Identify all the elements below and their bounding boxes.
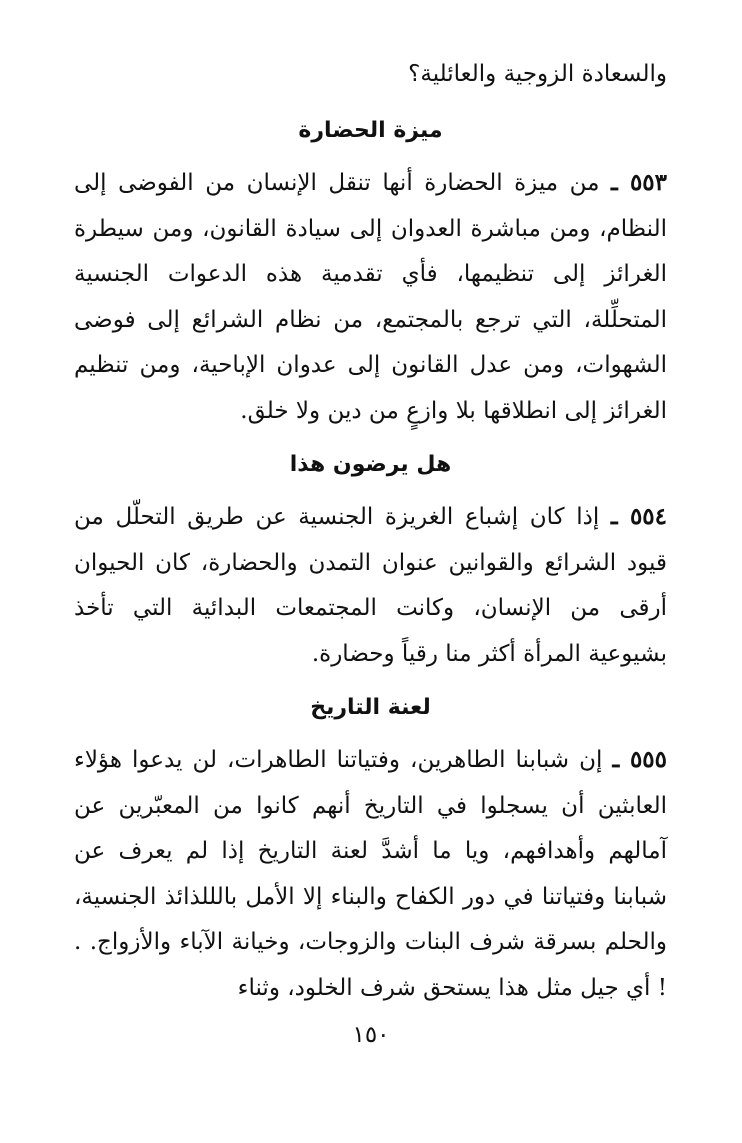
paragraph-553	[74, 160, 667, 434]
paragraph-number: ٥٥٣ ـ	[611, 169, 668, 196]
paragraph-554	[74, 494, 667, 677]
carryover-line: والسعادة الزوجية والعائلية؟	[408, 61, 667, 87]
paragraph-number: ٥٥٤ ـ	[610, 503, 668, 530]
page-number: ١٥٠	[352, 1022, 390, 1048]
section-heading-civilization: ميزة الحضارة	[298, 118, 443, 143]
page-content	[74, 50, 667, 1011]
section-heading-do-they-accept: هل يرضون هذا	[289, 452, 452, 477]
paragraph-555	[74, 737, 667, 1011]
paragraph-text: إن شبابنا الطاهرين، وفتياتنا الطاهرات، لن يدعوا هؤلاء العابثين أن يسجلوا في التاريخ أنهم كانوا من المعبّرين عن آمالهم وأهدافهم، ويا ما أشدَّ لعنة التاريخ إذا لم يعرف عن شبابنا وفتياتنا في دور الكفاح والبناء إلا الأمل بالللذائذ الجنسية، والحلم بسرقة شرف البنات والزوجات، وخيانة الآباء والأزواج. . ! أي جيل مثل هذا يستحق شرف الخلود، وثناء	[74, 747, 667, 1001]
paragraph-text: من ميزة الحضارة أنها تنقل الإنسان من الفوضى إلى النظام، ومن مباشرة العدوان إلى سيادة القانون، ومن سيطرة الغرائز إلى تنظيمها، فأي تقدمية هذه الدعوات الجنسية المتحلِّلة، التي ترجع بالمجتمع، من نظام الشرائع إلى فوضى الشهوات، ومن عدل القانون إلى عدوان الإباحية، ومن تنظيم الغرائز إلى انطلاقها بلا وازعٍ من دين ولا خلق.	[74, 170, 667, 424]
paragraph-number: ٥٥٥ ـ	[612, 746, 668, 773]
section-heading-curse-of-history: لعنة التاريخ	[310, 695, 431, 720]
paragraph-text: إذا كان إشباع الغريزة الجنسية عن طريق التحلّل من قيود الشرائع والقوانين عنوان التمدن والحضارة، كان الحيوان أرقى من الإنسان، وكانت المجتمعات البدائية التي تأخذ بشيوعية المرأة أكثر منا رقياً وحضارة.	[74, 504, 667, 667]
